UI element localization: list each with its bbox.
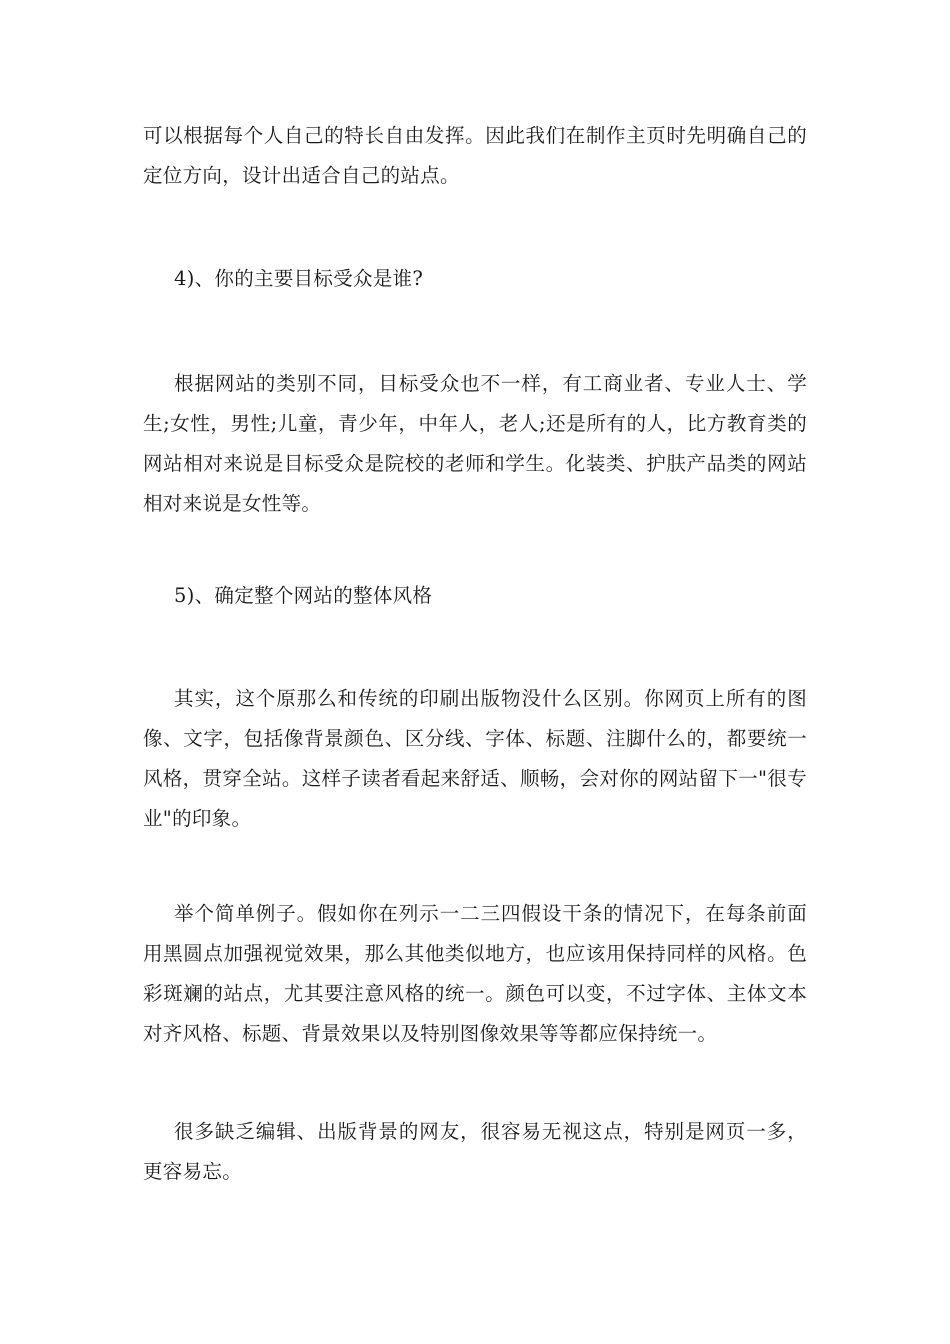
paragraph-style-consistency: 其实，这个原那么和传统的印刷出版物没什么区别。你网页上所有的图像、文字，包括像背景颜色、区分线、字体、标题、注脚什么的，都要统一风格，贯穿全站。这样子读者看起来舒适、顺畅，会对你的网站留下一"很专业"的印象。 [143,687,807,830]
heading-target-audience: 4)、你的主要目标受众是谁? [174,267,424,290]
paragraph-example: 举个简单例子。假如你在列示一二三四假设干条的情况下，在每条前面用黑圆点加强视觉效果，那么其他类似地方，也应该用保持同样的风格。色彩斑斓的站点，尤其要注意风格的统一。颜色可以变，不过字体、主体文本对齐风格、标题、背景效果以及特别图像效果等等都应保持统一。 [143,902,807,1045]
paragraph-target-audience: 根据网站的类别不同，目标受众也不一样，有工商业者、专业人士、学生;女性，男性;儿童，青少年，中年人，老人;还是所有的人，比方教育类的网站相对来说是目标受众是院校的老师和学生。化装类、护肤产品类的网站相对来说是女性等。 [143,372,807,515]
paragraph-positioning: 可以根据每个人自己的特长自由发挥。因此我们在制作主页时先明确自己的定位方向，设计出适合自己的站点。 [143,124,807,187]
heading-overall-style: 5)、确定整个网站的整体风格 [174,584,433,607]
paragraph-reminder: 很多缺乏编辑、出版背景的网友，很容易无视这点，特别是网页一多，更容易忘。 [143,1120,807,1183]
